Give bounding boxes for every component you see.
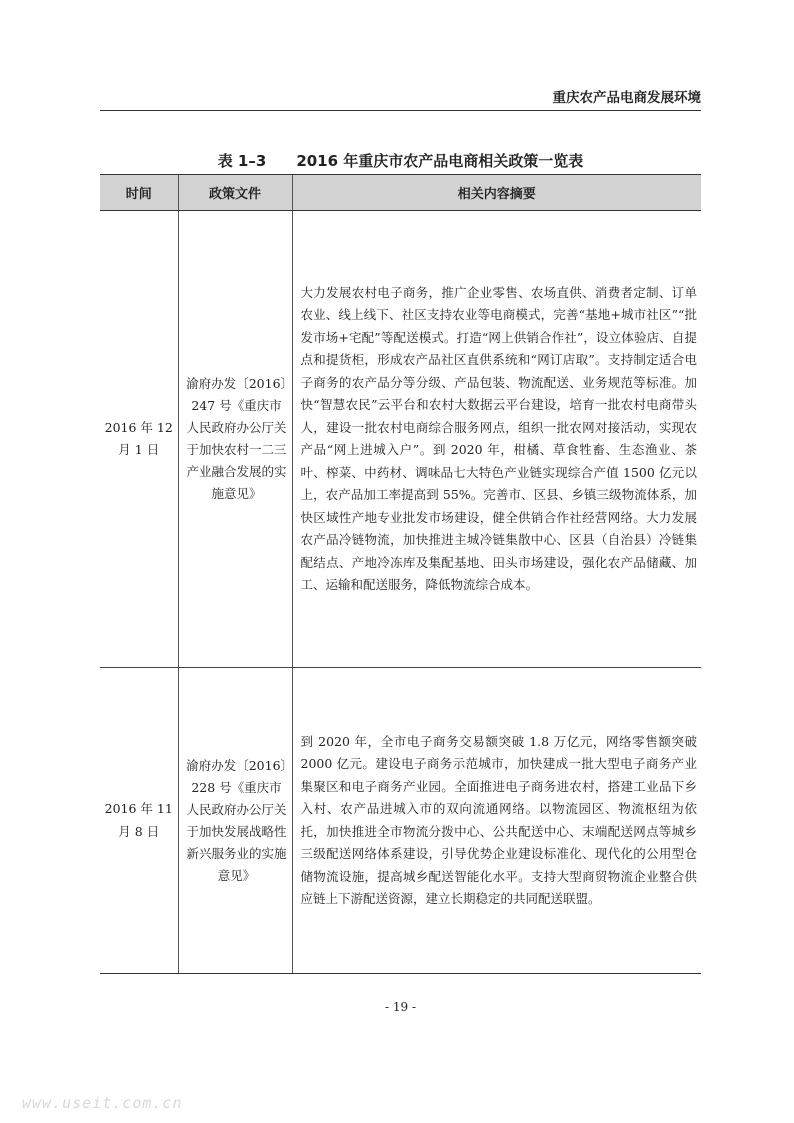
watermark: www.useit.com.cn <box>22 1094 183 1112</box>
row-summary <box>292 668 701 974</box>
row-document <box>178 211 292 668</box>
column-header-summary: 相关内容摘要 <box>292 175 701 211</box>
table-caption-number: 表 1–3 <box>217 152 267 170</box>
running-header <box>100 88 701 111</box>
row-summary <box>292 211 701 668</box>
table-row <box>100 668 701 974</box>
running-title: 重庆农产品电商发展环境 <box>552 90 701 106</box>
row-date-text: 2016 年 12 月 1 日 <box>104 419 173 457</box>
row-date <box>100 211 178 668</box>
row-document <box>178 668 292 974</box>
page-number: - 19 - <box>384 1000 416 1014</box>
row-document-text: 渝府办发〔2016〕228 号《重庆市人民政府办公厅关于加快发展战略性新兴服务业的实施意见》 <box>186 757 287 883</box>
column-header-date: 时间 <box>100 175 178 211</box>
policy-table <box>100 174 701 974</box>
table-row <box>100 211 701 668</box>
row-date-text: 2016 年 11 月 8 日 <box>104 801 173 839</box>
table-caption <box>100 150 701 171</box>
column-header-document: 政策文件 <box>178 175 292 211</box>
row-date <box>100 668 178 974</box>
row-summary-text: 到 2020 年，全市电子商务交易额突破 1.8 万亿元，网络零售额突破 2000 亿元。建设电子商务示范城市，加快建成一批大型电子商务产业集聚区和电子商务产业园。全面推进电子商务进农村，搭建工业品下乡入村、农产品进城入市的双向流通网络。以物流园区、物流枢纽为依托，加快推进全市物流分拨中心、公共配送中心、末端配送网点等城乡三级配送网络体系建设，引导优势企业建设标准化、现代化的公用型仓储物流设施，提高城乡配送智能化水平。支持大型商贸物流企业整合供应链上下游配送资源，建立长期稳定的共同配送联盟。 <box>300 733 697 906</box>
row-summary-text: 大力发展农村电子商务，推广企业零售、农场直供、消费者定制、订单农业、线上线下、社区支持农业等电商模式，完善“基地+城市社区”“批发市场+宅配”等配送模式。打造“网上供销合作社”，设立体验店、自提点和提货柜，形成农产品社区直供系统和“网订店取”。支持制定适合电子商务的农产品分等分级、产品包装、物流配送、业务规范等标准。加快“智慧农民”云平台和农村大数据云平台建设，培育一批农村电商带头人，建设一批农村电商综合服务网点，组织一批农网对接活动，实现农产品“网上进城入户”。到 2020 年，柑橘、草食牲畜、生态渔业、茶叶、榨菜、中药材、调味品七大特色产业链实现综合产值 1500 亿元以上，农产品加工率提高到 55%。完善市、区县、乡镇三级物流体系，加快区域性产地专业批发市场建设，健全供销合作社经营网络。大力发展农产品冷链物流，加快推进主城冷链集散中心、区县（自治县）冷链集配结点、产地冷冻库及集配基地、田头市场建设，强化农产品储藏、加工、运输和配送服务，降低物流综合成本。 <box>300 284 697 592</box>
table-header-row <box>100 175 701 211</box>
table-caption-title: 2016 年重庆市农产品电商相关政策一览表 <box>296 152 584 170</box>
row-document-text: 渝府办发〔2016〕247 号《重庆市人民政府办公厅关于加快农村一二三产业融合发展的实施意见》 <box>186 376 287 501</box>
